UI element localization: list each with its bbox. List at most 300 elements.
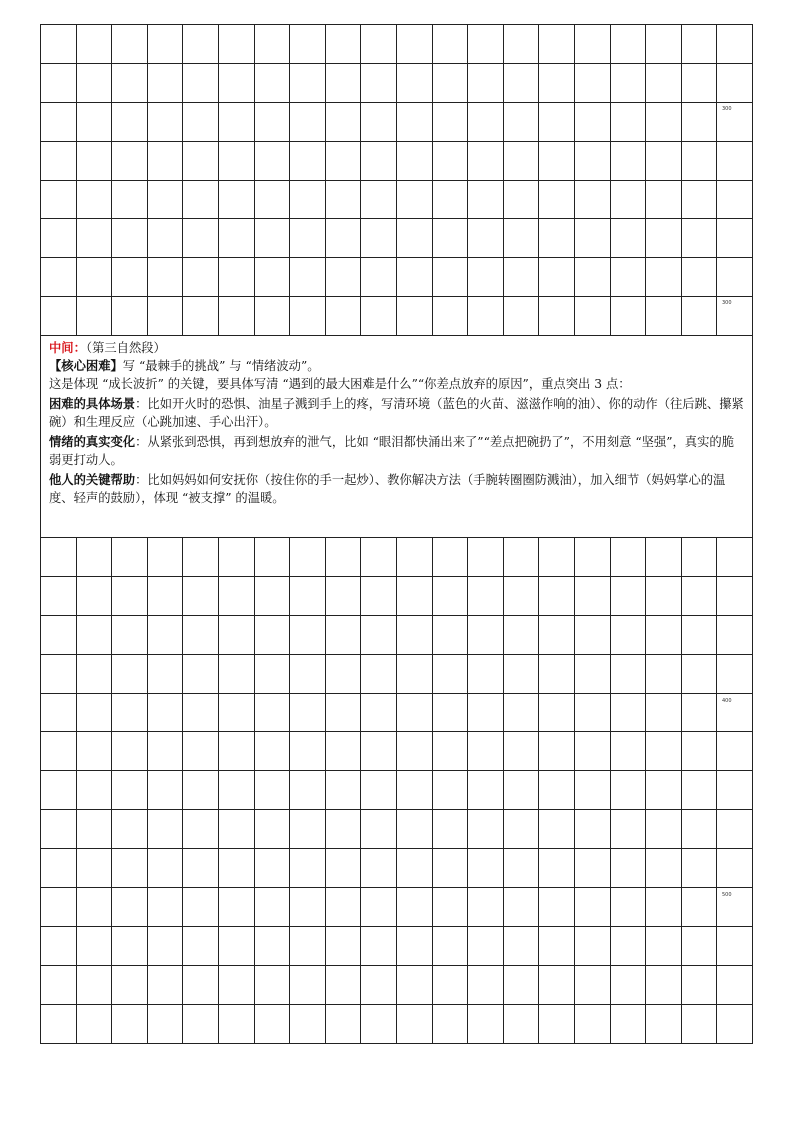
grid-cell [646,64,682,103]
grid-cell [361,966,397,1005]
grid-cell [361,25,397,64]
grid-cell [468,219,504,258]
grid-cell [468,64,504,103]
grid-cell [468,732,504,771]
grid-cell [183,732,219,771]
grid-cell [433,888,469,927]
grid-cell [255,888,291,927]
grid-cell [219,1005,255,1044]
grid-cell [183,181,219,220]
grid-cell [682,655,718,694]
grid-cell [112,142,148,181]
grid-cell [183,616,219,655]
grid-cell [361,771,397,810]
grid-cell [290,142,326,181]
grid-cell [539,810,575,849]
grid-cell [112,219,148,258]
grid-cell [433,64,469,103]
grid-cell [77,966,113,1005]
grid-cell [717,538,753,577]
grid-cell [41,219,77,258]
grid-cell [41,297,77,336]
grid-cell [504,732,540,771]
grid-cell [646,297,682,336]
grid-cell [77,1005,113,1044]
grid-cell [646,966,682,1005]
grid-cell [433,25,469,64]
grid-cell [361,538,397,577]
grid-cell [539,181,575,220]
grid-cell [646,888,682,927]
grid-cell [433,655,469,694]
grid-cell [468,297,504,336]
grid-cell [290,297,326,336]
grid-cell [575,810,611,849]
grid-cell [183,1005,219,1044]
grid-cell [646,1005,682,1044]
grid-cell [148,103,184,142]
grid-cell [41,655,77,694]
grid-cell [255,103,291,142]
grid-cell [646,258,682,297]
grid-cell [611,181,647,220]
grid-cell [682,694,718,733]
grid-cell [717,966,753,1005]
grid-cell [148,810,184,849]
grid-cell [611,616,647,655]
grid-cell [575,103,611,142]
grid-cell [433,927,469,966]
grid-cell [290,655,326,694]
grid-cell [112,538,148,577]
grid-cell [682,64,718,103]
grid-cell [646,142,682,181]
grid-cell [112,888,148,927]
grid-cell [504,966,540,1005]
grid-cell [646,25,682,64]
grid-cell [77,64,113,103]
grid-cell [397,966,433,1005]
grid-cell [326,25,362,64]
grid-cell [717,64,753,103]
grid-cell [290,258,326,297]
grid-cell [504,25,540,64]
grid-cell [539,577,575,616]
grid-cell [148,297,184,336]
grid-cell [433,694,469,733]
grid-cell [326,258,362,297]
grid-cell [326,694,362,733]
grid-cell [112,181,148,220]
grid-cell [468,1005,504,1044]
grid-cell [468,103,504,142]
grid-cell [468,655,504,694]
grid-cell [433,297,469,336]
grid-cell [77,577,113,616]
grid-cell [682,577,718,616]
grid-cell [255,849,291,888]
grid-cell [290,25,326,64]
grid-cell [539,927,575,966]
grid-cell [41,849,77,888]
grid-cell [504,64,540,103]
writing-grid-bottom [40,537,753,1044]
word-count-mark: 300 [722,300,732,306]
grid-cell [219,927,255,966]
grid-cell [326,1005,362,1044]
grid-cell [682,181,718,220]
grid-cell [717,25,753,64]
grid-cell [148,616,184,655]
grid-cell [468,694,504,733]
grid-cell [290,103,326,142]
grid-cell [611,219,647,258]
grid-cell [717,142,753,181]
grid-cell [77,181,113,220]
grid-cell [41,694,77,733]
grid-cell [112,1005,148,1044]
grid-cell [433,732,469,771]
grid-cell [290,927,326,966]
grid-cell [41,142,77,181]
grid-cell [397,181,433,220]
grid-cell [361,1005,397,1044]
grid-cell [361,577,397,616]
grid-cell [575,655,611,694]
grid-cell [433,810,469,849]
grid-cell [77,538,113,577]
grid-cell [611,771,647,810]
grid-cell [433,771,469,810]
grid-cell [539,64,575,103]
grid-cell [397,849,433,888]
grid-cell [290,219,326,258]
point-item [49,433,744,469]
point-text: ：从紧张到恐惧，再到想放弃的泄气，比如 “眼泪都快涌出来了”“差点把碗扔了”，不用刻意 “坚强”，真实的脆弱更打动人。 [49,435,734,467]
grid-cell [112,966,148,1005]
grid-cell [504,888,540,927]
grid-cell [361,258,397,297]
grid-cell [397,655,433,694]
grid-cell [326,577,362,616]
grid-cell [41,927,77,966]
grid-cell [219,694,255,733]
grid-cell [77,810,113,849]
grid-cell [183,142,219,181]
grid-cell [575,577,611,616]
grid-cell [646,616,682,655]
grid-cell [539,219,575,258]
grid-cell [504,219,540,258]
grid-cell [183,538,219,577]
grid-cell [77,849,113,888]
grid-cell [361,849,397,888]
section-title: 中间 [49,341,74,355]
grid-cell [646,538,682,577]
grid-cell [326,103,362,142]
grid-cell [504,927,540,966]
grid-cell [468,258,504,297]
grid-cell [148,927,184,966]
grid-cell [361,888,397,927]
grid-cell [539,258,575,297]
grid-cell [290,64,326,103]
grid-cell [361,810,397,849]
grid-cell [112,577,148,616]
grid-cell [611,966,647,1005]
grid-cell [219,258,255,297]
grid-cell [255,219,291,258]
grid-cell [148,219,184,258]
grid-cell [219,616,255,655]
grid-cell [433,103,469,142]
grid-cell [611,258,647,297]
grid-cell [41,181,77,220]
grid-cell [682,771,718,810]
grid-cell [611,103,647,142]
grid-cell [717,219,753,258]
grid-cell [682,927,718,966]
grid-cell [326,64,362,103]
grid-cell [575,538,611,577]
grid-cell [255,64,291,103]
grid-cell [504,103,540,142]
grid-cell [326,927,362,966]
grid-cell [112,103,148,142]
grid-cell [361,181,397,220]
grid-cell [682,1005,718,1044]
grid-cell [611,927,647,966]
grid-cell [361,64,397,103]
section-heading [49,339,744,357]
grid-cell [361,616,397,655]
grid-cell [326,810,362,849]
point-item [49,471,744,507]
grid-cell [183,219,219,258]
grid-cell [290,849,326,888]
grid-cell [468,181,504,220]
grid-cell [646,849,682,888]
grid-cell [433,849,469,888]
grid-cell [397,694,433,733]
point-title: 困难的具体场景 [49,397,136,411]
grid-cell [219,297,255,336]
grid-cell [77,694,113,733]
grid-cell [611,849,647,888]
grid-cell [290,888,326,927]
grid-cell [326,849,362,888]
section-title-colon: ： [73,341,86,355]
grid-cell [77,103,113,142]
grid-cell [148,258,184,297]
grid-cell [646,103,682,142]
grid-cell [183,103,219,142]
grid-cell [77,927,113,966]
grid-cell [682,25,718,64]
grid-cell [575,694,611,733]
grid-cell [77,771,113,810]
grid-cell [326,181,362,220]
grid-cell [539,25,575,64]
grid-cell [397,732,433,771]
grid-cell [539,655,575,694]
grid-cell [112,810,148,849]
grid-cell [682,297,718,336]
grid-cell [468,927,504,966]
grid-cell [504,694,540,733]
grid-cell [646,732,682,771]
grid-cell [326,297,362,336]
grid-cell [361,103,397,142]
grid-cell [611,694,647,733]
grid-cell [397,771,433,810]
grid-cell [255,927,291,966]
grid-cell [646,927,682,966]
grid-cell [41,64,77,103]
grid-cell [575,616,611,655]
grid-cell [290,694,326,733]
grid-cell [41,577,77,616]
core-difficulty-line [49,357,744,375]
grid-cell [611,1005,647,1044]
grid-cell [255,616,291,655]
grid-cell [183,64,219,103]
grid-cell [397,927,433,966]
grid-cell [219,655,255,694]
grid-cell [611,142,647,181]
grid-cell [326,655,362,694]
grid-cell [682,142,718,181]
grid-cell [397,616,433,655]
grid-cell [646,655,682,694]
grid-cell [397,1005,433,1044]
grid-cell [646,694,682,733]
grid-cell [682,810,718,849]
grid-cell [361,694,397,733]
grid-cell [575,297,611,336]
grid-cell [41,1005,77,1044]
grid-cell [183,966,219,1005]
grid-cell [183,25,219,64]
grid-cell [148,577,184,616]
grid-cell [468,538,504,577]
grid-cell [717,927,753,966]
grid-cell [504,142,540,181]
core-text: 写 “最棘手的挑战” 与 “情绪波动”。 [122,359,320,373]
grid-cell [682,888,718,927]
point-item [49,395,744,431]
grid-cell [504,577,540,616]
grid-cell [397,64,433,103]
grid-cell [112,655,148,694]
grid-cell [77,297,113,336]
grid-cell [255,732,291,771]
grid-cell [77,616,113,655]
grid-cell [290,538,326,577]
grid-cell [219,103,255,142]
grid-cell [717,732,753,771]
grid-cell [219,181,255,220]
grid-cell [468,25,504,64]
grid-cell [77,142,113,181]
grid-cell [717,616,753,655]
grid-cell [112,258,148,297]
grid-cell [433,538,469,577]
grid-cell [219,25,255,64]
grid-cell [183,771,219,810]
grid-cell [682,732,718,771]
grid-cell [326,142,362,181]
grid-cell [183,810,219,849]
grid-cell [148,655,184,694]
grid-cell [539,616,575,655]
grid-cell [575,927,611,966]
grid-cell [219,577,255,616]
grid-cell [468,849,504,888]
grid-cell [539,849,575,888]
grid-cell [183,577,219,616]
grid-cell [575,258,611,297]
grid-cell [112,64,148,103]
grid-cell [504,1005,540,1044]
grid-cell [611,732,647,771]
grid-cell [183,297,219,336]
grid-cell [504,181,540,220]
grid-cell [41,888,77,927]
grid-cell [112,849,148,888]
grid-cell [468,810,504,849]
grid-cell [397,538,433,577]
grid-cell [611,64,647,103]
grid-cell [148,966,184,1005]
grid-cell [255,577,291,616]
grid-cell [326,771,362,810]
point-title: 情绪的真实变化 [49,435,136,449]
grid-cell [290,810,326,849]
grid-cell [397,258,433,297]
grid-cell [397,219,433,258]
grid-cell [575,64,611,103]
grid-cell [717,258,753,297]
grid-cell [326,966,362,1005]
grid-cell [646,577,682,616]
grid-cell [433,966,469,1005]
grid-cell [397,577,433,616]
grid-cell [717,849,753,888]
grid-cell [433,1005,469,1044]
grid-cell [539,732,575,771]
grid-cell [148,849,184,888]
grid-cell [148,181,184,220]
grid-cell [646,219,682,258]
grid-cell [539,694,575,733]
grid-cell [255,538,291,577]
grid-cell [504,297,540,336]
grid-cell [717,577,753,616]
core-label: 【核心困难】 [49,359,123,373]
grid-cell [575,1005,611,1044]
grid-cell [255,771,291,810]
grid-cell [504,616,540,655]
grid-cell [326,732,362,771]
grid-cell [575,771,611,810]
grid-cell [219,64,255,103]
grid-cell [717,655,753,694]
grid-cell [646,810,682,849]
grid-cell [41,103,77,142]
guidance-text-block [40,335,753,537]
grid-cell [148,771,184,810]
